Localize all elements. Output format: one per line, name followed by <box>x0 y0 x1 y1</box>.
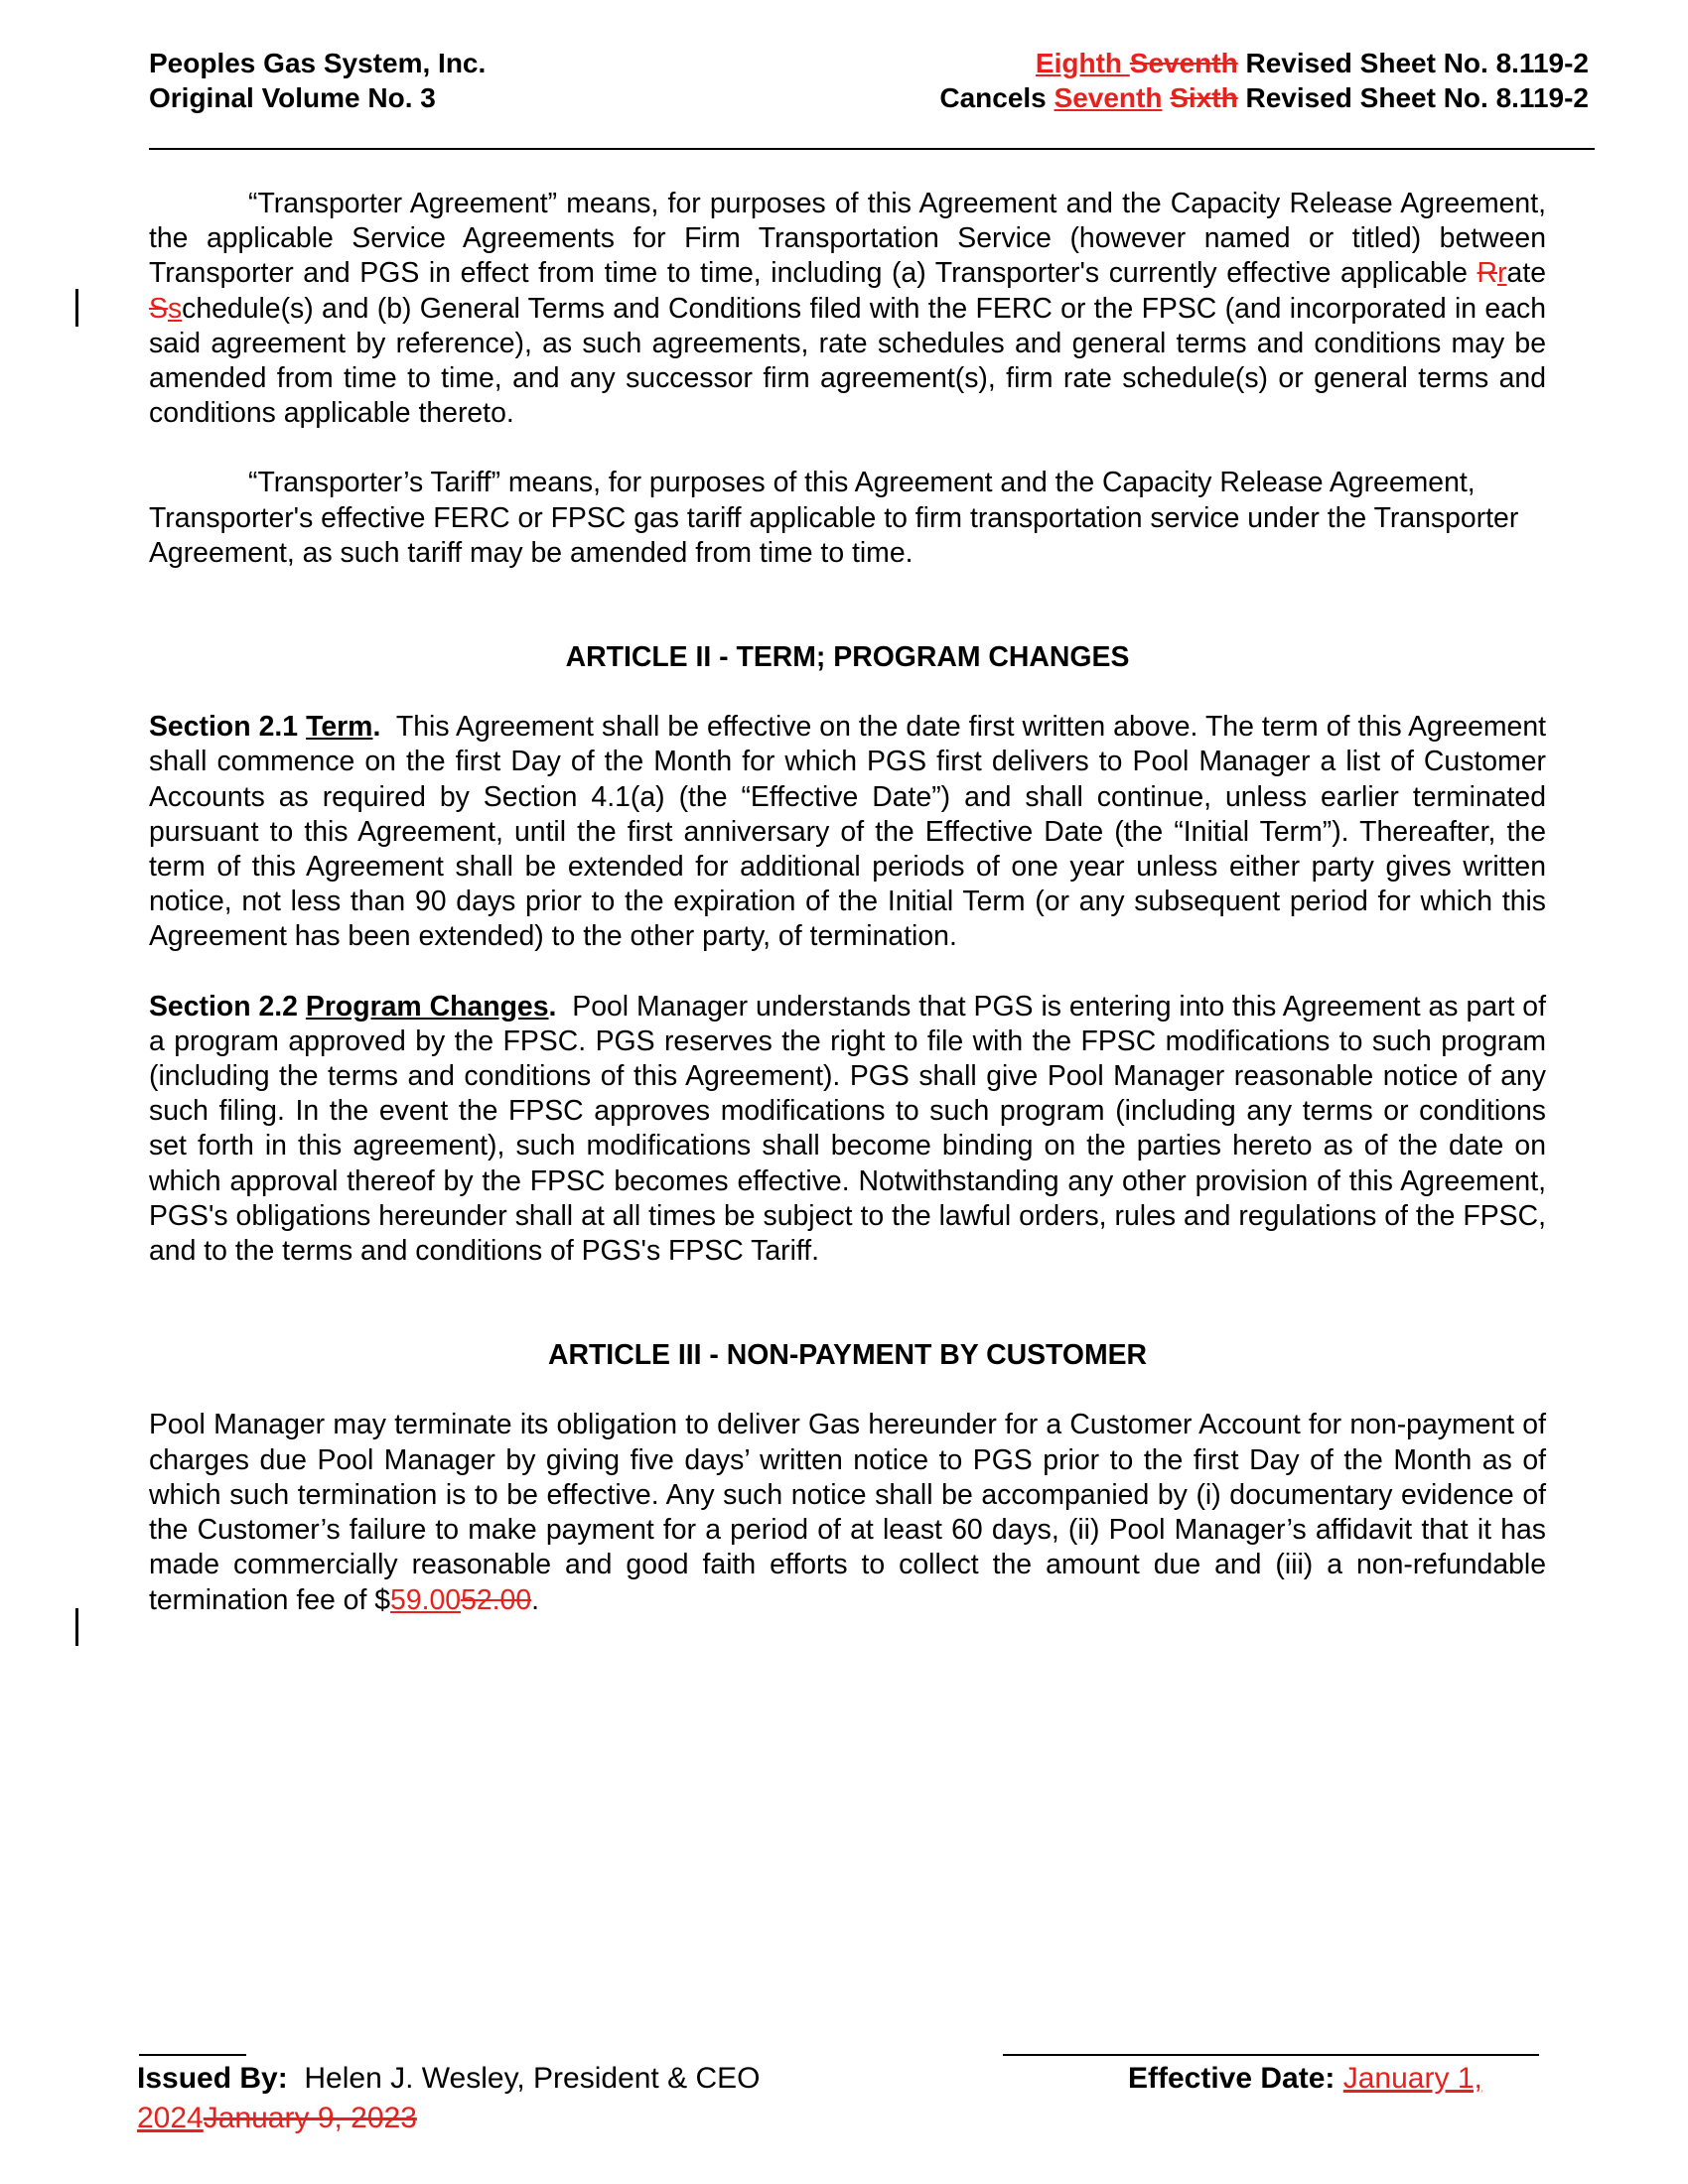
issued-by <box>137 2059 760 2099</box>
p1-text-c: chedule(s) and (b) General Terms and Conditions filed with the FERC or the FPSC (and incorporated in each said agreement by reference), as such agreements, rate schedules and general terms and conditions may be amended from time to time, and any successor firm agreement(s), firm rate schedule(s) or general terms and conditions applicable thereto. <box>149 292 1546 430</box>
sheet-rest: Revised Sheet No. 8.119-2 <box>1237 48 1589 78</box>
cancels-inserted: Seventh <box>1054 82 1163 113</box>
document-body <box>149 187 1546 1618</box>
p1-inserted-s: s <box>167 292 183 325</box>
header-rule <box>149 148 1595 150</box>
transporter-agreement-definition <box>149 187 1546 431</box>
effective-date-deleted: January 9, 2023 <box>203 2102 417 2134</box>
cancels-rest: Revised Sheet No. 8.119-2 <box>1237 82 1589 113</box>
article-3-text <box>149 1408 1546 1617</box>
article-3-body: Pool Manager may terminate its obligation to deliver Gas hereunder for a Customer Account for non-payment of charges due Pool Manager by giving five days’ written notice to PGS prior to the first Day of the Month as of which such termination is to be effective. Any such notice shall be accompanied by (i) documentary evidence of the Customer’s failure to make payment for a period of at least 60 days, (ii) Pool Manager’s affidavit that it has made commercially reasonable and good faith efforts to collect the amount due and (iii) a non-refundable termination fee of $ <box>149 1409 1546 1616</box>
section-2-2-text: Pool Manager understands that PGS is entering into this Agreement as part of a program approved by the FPSC. PGS reserves the right to file with the FPSC modifications to such program (including the terms and conditions of this Agreement). PGS shall give Pool Manager reasonable notice of any such filing. In the event the FPSC approves modifications to such program (including any terms or conditions set forth in this agreement), such modifications shall become binding on the parties hereto as of the date on which approval thereof by the FPSC becomes effective. Notwithstanding any other provision of this Agreement, PGS's obligations hereunder shall at all times be subject to the lawful orders, rules and regulations of the FPSC, and to the terms and conditions of PGS's FPSC Tariff. <box>149 990 1546 1268</box>
cancels-deleted: Sixth <box>1170 82 1238 113</box>
sheet-number <box>939 46 1589 80</box>
article-3-heading: ARTICLE III - NON-PAYMENT BY CUSTOMER <box>547 1339 1148 1372</box>
transporter-tariff-definition: “Transporter’s Tariff” means, for purposes of this Agreement and the Capacity Release Agreement, Transporter's effective FERC or FPSC gas tariff applicable to firm transportation service under the Transporter Agreement, as such tariff may be amended from time to time. <box>149 467 1519 569</box>
change-bar-1 <box>75 289 78 327</box>
p1-text-a: “Transporter Agreement” means, for purposes of this Agreement and the Capacity Release Agreement, the applicable Service Agreements for Firm Transportation Service (however named or titled) between Transporter and PGS in effect from time to time, including (a) Transporter's currently effective applicable <box>149 188 1546 290</box>
p1-inserted-r: r <box>1497 257 1507 290</box>
section-2-2: Section 2.2 Program Changes. Pool Manager understands that PGS is entering into this Agreement as part of a program approved by the FPSC. PGS reserves the right to file with the FPSC modifications to such program (including the terms and conditions of this Agreement). PGS shall give Pool Manager reasonable notice of any such filing. In the event the FPSC approves modifications to such program (including any terms or conditions set forth in this agreement), such modifications shall become binding on the parties hereto as of the date on which approval thereof by the FPSC becomes effective. Notwithstanding any other provision of this Agreement, PGS's obligations hereunder shall at all times be subject to the lawful orders, rules and regulations of the FPSC, and to the terms and conditions of PGS's FPSC Tariff. <box>149 990 1546 1268</box>
effective-date-inserted-2: 2024 <box>137 2102 204 2134</box>
p1-deleted-r: R <box>1477 257 1498 290</box>
sheet-deleted: Seventh <box>1129 48 1238 78</box>
article-2-heading: ARTICLE II - TERM; PROGRAM CHANGES <box>565 641 1130 674</box>
effective-date-label: Effective Date: <box>1128 2062 1343 2095</box>
p1-deleted-s: S <box>149 292 168 325</box>
issued-by-name: Helen J. Wesley, President & CEO <box>287 2062 761 2095</box>
section-2-2-number: Section 2.2 <box>149 990 298 1023</box>
cancels-sheet <box>939 80 1589 115</box>
section-2-1-title: Term <box>306 711 373 744</box>
header-left <box>149 46 486 115</box>
change-bar-2 <box>75 1608 78 1646</box>
section-2-1-text: This Agreement shall be effective on the date first written above. The term of this Agreement shall commence on the first Day of the Month for which PGS first delivers to Pool Manager a list of Customer Accounts as required by Section 4.1(a) (the “Effective Date”) and shall continue, unless earlier terminated pursuant to this Agreement, until the first anniversary of the Effective Date (the “Initial Term”). Thereafter, the term of this Agreement shall be extended for additional periods of one year unless either party gives written notice, not less than 90 days prior to the expiration of the Initial Term (or any subsequent period for which this Agreement has been extended) to the other party, of termination. <box>149 711 1546 953</box>
footer-rule-left <box>139 2054 246 2056</box>
cancels-prefix: Cancels <box>939 82 1055 113</box>
company-name: Peoples Gas System, Inc. <box>149 48 487 78</box>
fee-deleted: 52.00 <box>461 1583 532 1616</box>
sheet-inserted: Eighth <box>1035 48 1130 78</box>
section-2-1-number: Section 2.1 <box>149 711 299 744</box>
p1-text-b: ate <box>1506 257 1546 290</box>
issued-by-label: Issued By: <box>137 2062 288 2095</box>
footer-rule-right <box>1003 2054 1539 2056</box>
header-right <box>939 46 1589 115</box>
effective-date-inserted-1: January 1, <box>1342 2062 1482 2095</box>
article-3-end: . <box>531 1583 540 1616</box>
volume-number: Original Volume No. 3 <box>149 82 436 113</box>
effective-date-line-2 <box>137 2099 417 2138</box>
fee-inserted: 59.00 <box>390 1583 462 1616</box>
effective-date <box>1128 2059 1482 2099</box>
section-2-1: Section 2.1 Term. This Agreement shall be effective on the date first written above. The term of this Agreement shall commence on the first Day of the Month for which PGS first delivers to Pool Manager a list of Customer Accounts as required by Section 4.1(a) (the “Effective Date”) and shall continue, unless earlier terminated pursuant to this Agreement, until the first anniversary of the Effective Date (the “Initial Term”). Thereafter, the term of this Agreement shall be extended for additional periods of one year unless either party gives written notice, not less than 90 days prior to the expiration of the Initial Term (or any subsequent period for which this Agreement has been extended) to the other party, of termination. <box>149 711 1546 953</box>
section-2-2-title: Program Changes <box>305 990 549 1023</box>
